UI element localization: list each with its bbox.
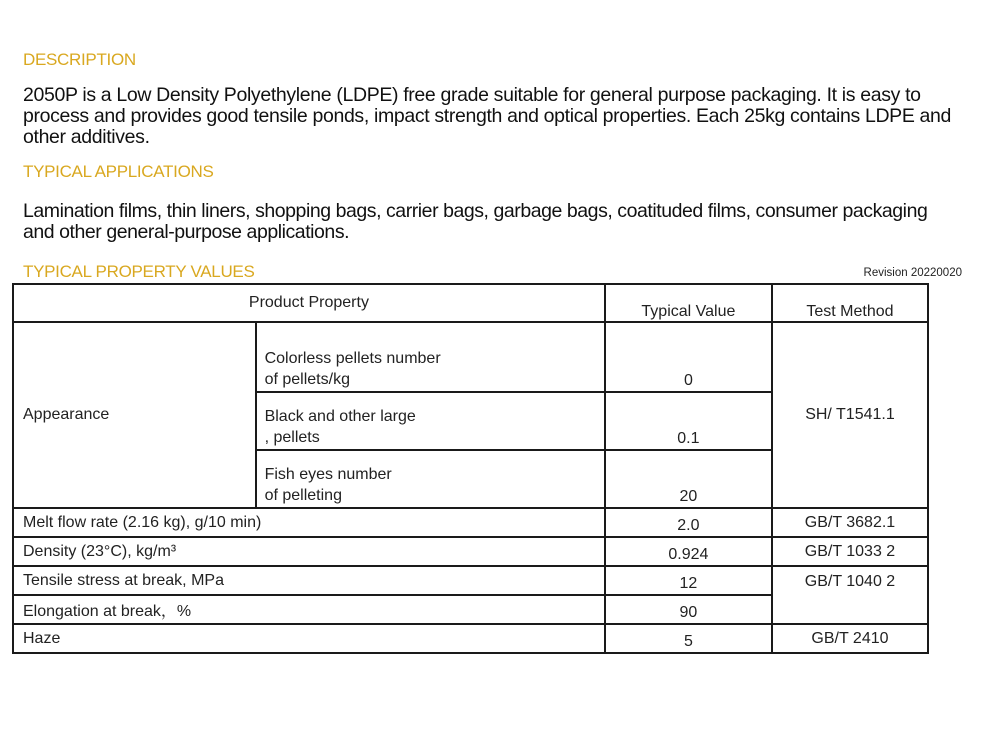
appearance-item-label: Colorless pellets number of pellets/kg [256, 322, 605, 392]
applications-line: and other general-purpose applications. [23, 221, 350, 243]
applications-paragraph [23, 201, 927, 243]
appearance-item-value: 20 [605, 450, 772, 508]
property-value: 90 [605, 595, 772, 624]
property-value: 0.924 [605, 537, 772, 566]
applications-heading: TYPICAL APPLICATIONS [23, 162, 214, 181]
property-values-heading: TYPICAL PROPERTY VALUES [23, 262, 255, 281]
description-line: process and provides good tensile ponds, impact strength and optical properties. Each 25kg contains LDPE and [23, 105, 952, 127]
property-label: Density (23°C), kg/m³ [13, 537, 605, 566]
description-heading: DESCRIPTION [23, 50, 136, 69]
header-product-property: Product Property [13, 284, 605, 322]
property-label: Haze [13, 624, 605, 653]
property-label: Elongation at break，% [13, 595, 605, 624]
property-value: 5 [605, 624, 772, 653]
property-test-method: GB/T 2410 [772, 624, 928, 653]
property-table [12, 283, 929, 654]
property-test-method: GB/T 1040 2 [772, 566, 928, 624]
header-typical-value: Typical Value [605, 284, 772, 322]
applications-line: Lamination films, thin liners, shopping bags, carrier bags, garbage bags, coatituded films, consumer packaging [23, 200, 928, 222]
appearance-item-label: Fish eyes number of pelleting [256, 450, 605, 508]
appearance-test-method: SH/ T1541.1 [772, 322, 928, 508]
table-row [13, 566, 928, 595]
property-value: 2.0 [605, 508, 772, 537]
description-paragraph [23, 85, 951, 148]
header-test-method: Test Method [772, 284, 928, 322]
appearance-label: Appearance [13, 322, 256, 508]
appearance-item-label: Black and other large , pellets [256, 392, 605, 450]
table-row [13, 508, 928, 537]
appearance-item-value: 0 [605, 322, 772, 392]
property-label: Tensile stress at break, MPa [13, 566, 605, 595]
table-header-row [13, 284, 928, 322]
table-row [13, 322, 928, 392]
table-row [13, 537, 928, 566]
property-test-method: GB/T 1033 2 [772, 537, 928, 566]
appearance-item-value: 0.1 [605, 392, 772, 450]
description-line: other additives. [23, 126, 150, 148]
description-line: 2050P is a Low Density Polyethylene (LDPE) free grade suitable for general purpose packaging. It is easy to [23, 84, 921, 106]
property-value: 12 [605, 566, 772, 595]
table-row [13, 624, 928, 653]
property-label: Melt flow rate (2.16 kg), g/10 min) [13, 508, 605, 537]
revision-label: Revision 20220020 [863, 267, 962, 279]
property-test-method: GB/T 3682.1 [772, 508, 928, 537]
